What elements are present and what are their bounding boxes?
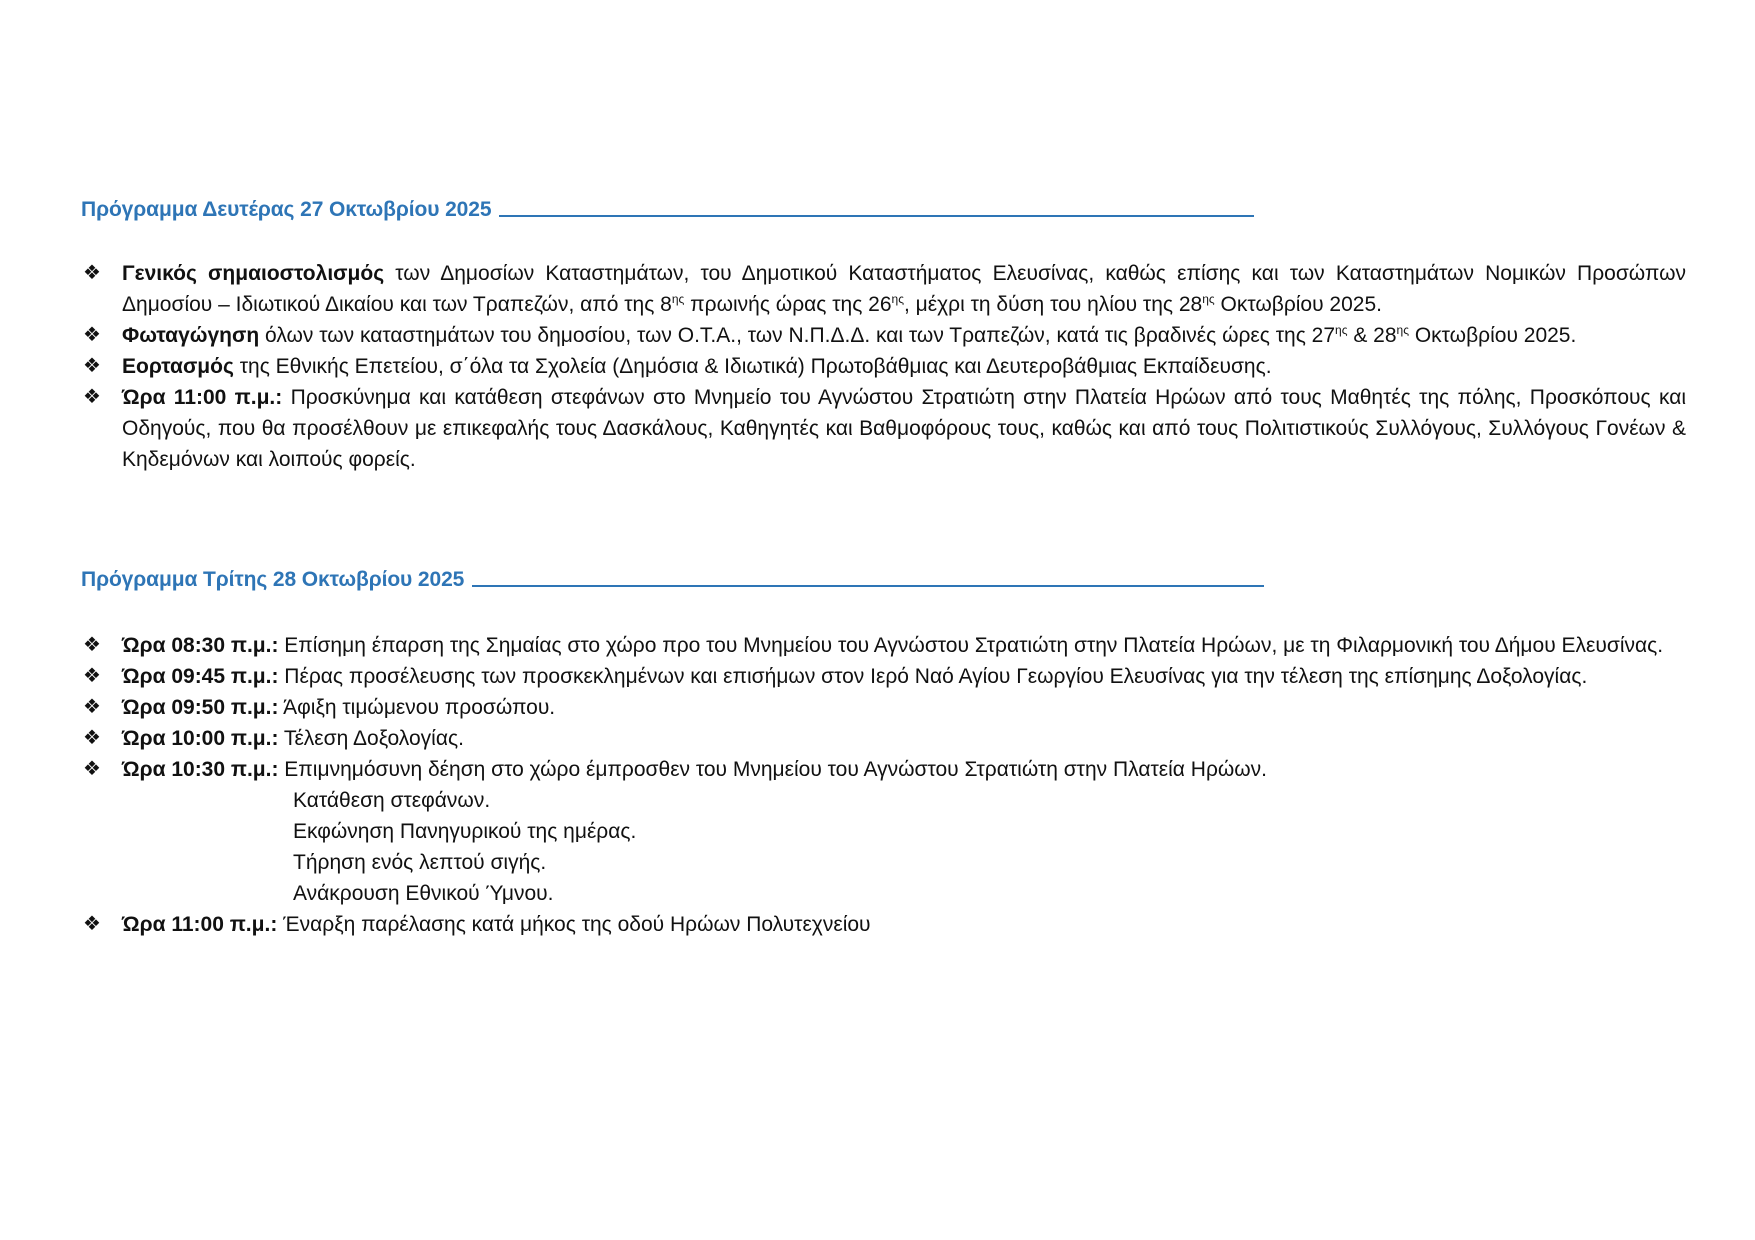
four-diamond-bullet-icon: ❖ xyxy=(83,262,101,284)
four-diamond-bullet-icon: ❖ xyxy=(83,727,101,749)
item-text: Τέλεση Δοξολογίας. xyxy=(278,727,464,750)
four-diamond-bullet-icon: ❖ xyxy=(83,665,101,687)
item-text: Άφιξη τιμώμενου προσώπου. xyxy=(278,696,556,719)
item-text: Οκτωβρίου 2025. xyxy=(1214,293,1382,316)
sub-line: Ανάκρουση Εθνικού Ύμνου. xyxy=(293,882,554,905)
ordinal-suffix: ης xyxy=(1396,323,1410,337)
tuesday-heading xyxy=(81,568,1264,592)
list-item xyxy=(81,661,1686,692)
item-text: Επίσημη έπαρση της Σημαίας στο χώρο προ του Μνημείου του Αγνώστου Στρατιώτη στην Πλατεία Ηρώων, με τη Φιλαρμονική του Δήμου Ελευσίνας. xyxy=(278,634,1664,657)
item-text: Πέρας προσέλευσης των προσκεκλημένων και επισήμων στον Ιερό Ναό Αγίου Γεωργίου Ελευσίνας για την τέλεση της επίσημης Δοξολογίας. xyxy=(278,665,1588,688)
four-diamond-bullet-icon: ❖ xyxy=(83,355,101,377)
four-diamond-bullet-icon: ❖ xyxy=(83,634,101,656)
item-time-label: Ώρα 09:45 π.μ.: xyxy=(122,665,279,688)
item-time-label: Ώρα 10:00 π.μ.: xyxy=(122,727,279,750)
four-diamond-bullet-icon: ❖ xyxy=(83,696,101,718)
item-time-label: Ώρα 11:00 π.μ.: xyxy=(122,913,278,936)
list-item xyxy=(81,754,1686,909)
list-item xyxy=(81,258,1686,320)
heading-underline xyxy=(472,585,1264,587)
item-bold-label: Γενικός σημαιοστολισμός xyxy=(122,262,385,285)
four-diamond-bullet-icon: ❖ xyxy=(83,386,101,408)
ordinal-suffix: ης xyxy=(891,292,905,306)
item-time-label: Ώρα 10:30 π.μ.: xyxy=(122,758,279,781)
ceremony-sub-list xyxy=(293,785,1686,909)
monday-heading-text: Πρόγραμμα Δευτέρας 27 Οκτωβρίου 2025 xyxy=(81,198,492,221)
four-diamond-bullet-icon: ❖ xyxy=(83,758,101,780)
item-text: , μέχρι τη δύση του ηλίου της 28 xyxy=(904,293,1203,316)
tuesday-heading-text: Πρόγραμμα Τρίτης 28 Οκτωβρίου 2025 xyxy=(81,568,465,591)
item-bold-label: Εορτασμός xyxy=(122,355,234,378)
item-bold-label: Φωταγώγηση xyxy=(122,324,260,347)
monday-heading xyxy=(81,198,1254,222)
item-text: & 28 xyxy=(1347,324,1397,347)
item-time-label: Ώρα 08:30 π.μ.: xyxy=(122,634,279,657)
item-text: της Εθνικής Επετείου, σ΄όλα τα Σχολεία (Δημόσια & Ιδιωτικά) Πρωτοβάθμιας και Δευτεροβάθμιας Εκπαίδευσης. xyxy=(233,355,1272,378)
sub-line: Τήρηση ενός λεπτού σιγής. xyxy=(293,851,547,874)
heading-underline xyxy=(499,215,1254,217)
item-bold-label: Ώρα 11:00 π.μ.: xyxy=(122,386,283,409)
ordinal-suffix: ης xyxy=(1335,323,1348,337)
list-item xyxy=(81,723,1686,754)
ordinal-suffix: ης xyxy=(671,292,685,306)
item-text: όλων των καταστημάτων του δημοσίου, των Ο.Τ.Α., των Ν.Π.Δ.Δ. και των Τραπεζών, κατά τις βραδινές ώρες της 27 xyxy=(259,324,1336,347)
list-item xyxy=(81,351,1686,382)
item-text: Επιμνημόσυνη δέηση στο χώρο έμπροσθεν του Μνημείου του Αγνώστου Στρατιώτη στην Πλατεία Ηρώων. xyxy=(278,758,1268,781)
sub-line: Εκφώνηση Πανηγυρικού της ημέρας. xyxy=(293,820,637,843)
sub-line: Κατάθεση στεφάνων. xyxy=(293,789,491,812)
list-item xyxy=(81,692,1686,723)
list-item xyxy=(81,382,1686,475)
tuesday-list xyxy=(81,630,1686,940)
four-diamond-bullet-icon: ❖ xyxy=(83,324,101,346)
list-item xyxy=(81,320,1686,351)
list-item xyxy=(81,909,1686,940)
item-text: Οκτωβρίου 2025. xyxy=(1409,324,1577,347)
monday-list xyxy=(81,258,1686,475)
item-text: των Δημοσίων Καταστημάτων, του Δημοτικού Καταστήματος Ελευσίνας, καθώς επίσης και των Καταστημάτων Νομικών Προσώπων Δημοσίου – Ιδιωτικού Δικαίου και των Τραπεζών, από της 8 xyxy=(122,262,1686,316)
item-text: Έναρξη παρέλασης κατά μήκος της οδού Ηρώων Πολυτεχνείου xyxy=(277,913,871,936)
list-item xyxy=(81,630,1686,661)
item-text: πρωινής ώρας της 26 xyxy=(684,293,892,316)
ordinal-suffix: ης xyxy=(1202,292,1215,306)
item-time-label: Ώρα 09:50 π.μ.: xyxy=(122,696,279,719)
four-diamond-bullet-icon: ❖ xyxy=(83,913,101,935)
item-text: Προσκύνημα και κατάθεση στεφάνων στο Μνημείο του Αγνώστου Στρατιώτη στην Πλατεία Ηρώων από τους Μαθητές της πόλης, Προσκόπους και Οδηγούς, που θα προσέλθουν με επικεφαλής τους Δασκάλους, Καθηγητές και Βαθμοφόρους τους, καθώς και από τους Πολιτιστικούς Συλλόγους, Συλλόγους Γονέων & Κηδεμόνων και λοιπούς φορείς. xyxy=(122,386,1687,471)
